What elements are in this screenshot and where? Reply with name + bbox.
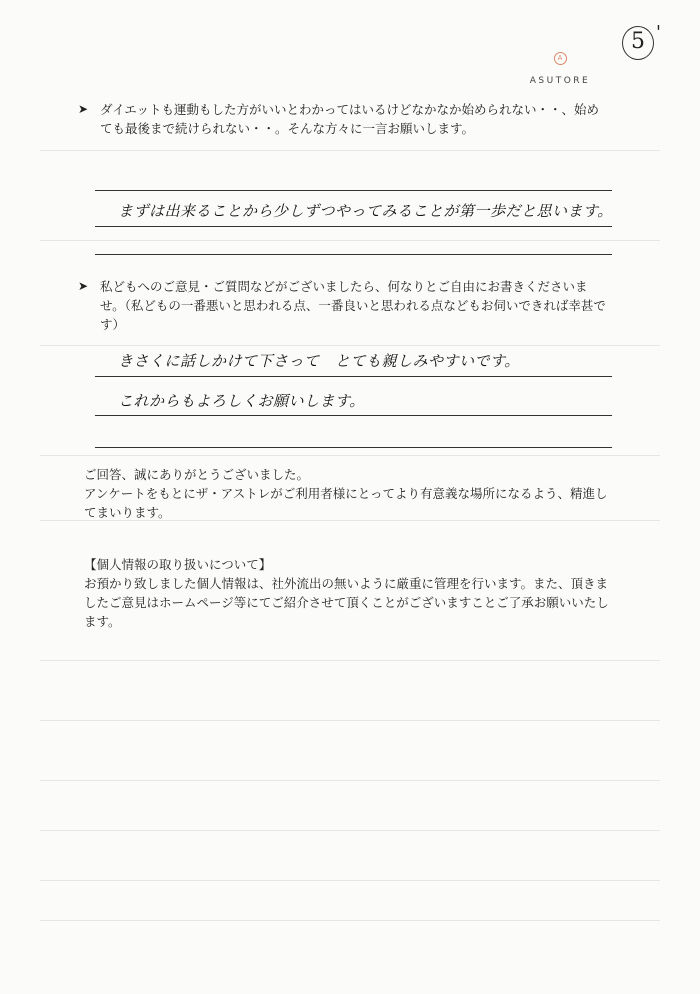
answer-line [95, 415, 612, 416]
bleed-through-line [40, 880, 660, 881]
bleed-through-line [40, 150, 660, 151]
bleed-through-line [40, 920, 660, 921]
question-1-text: ダイエットも運動もした方がいいとわかってはいるけどなかなか始められない・・、始めても最後まで続けられない・・。そんな方々に一言お願いします。 [100, 102, 600, 136]
page-number-value: 5 [631, 29, 645, 54]
question-1-answer: まずは出来ることから少しずつやってみることが第一歩だと思います。 [118, 202, 613, 220]
page-number-mark: ' [656, 22, 661, 43]
thanks-message [84, 465, 614, 522]
thanks-line-2: アンケートをもとにザ・アストレがご利用者様にとってより有意義な場所になるよう、精進してまいります。 [84, 486, 608, 520]
arrow-icon: ➤ [78, 102, 89, 116]
bleed-through-line [40, 240, 660, 241]
handwritten-page-number [620, 22, 660, 62]
answer-line [95, 447, 612, 448]
bleed-through-line [40, 455, 660, 456]
question-2-text: 私どもへのご意見・ご質問などがございましたら、何なりとご自由にお書きくださいませ。（私どもの一番悪いと思われる点、一番良いと思われる点などもお伺いできれば幸甚です） [100, 279, 606, 332]
bleed-through-line [40, 780, 660, 781]
privacy-heading: 【個人情報の取り扱いについて】 [84, 557, 272, 572]
answer-line [95, 376, 612, 377]
brand-logo [520, 52, 600, 87]
question-2-answer-line-2: これからもよろしくお願いします。 [118, 392, 365, 410]
question-2-answer-line-1: きさくに話しかけて下さって とても親しみやすいです。 [118, 352, 520, 370]
bleed-through-line [40, 345, 660, 346]
privacy-notice [84, 555, 614, 631]
bleed-through-line [40, 830, 660, 831]
question-2 [78, 277, 610, 334]
bleed-through-line [40, 720, 660, 721]
arrow-icon: ➤ [78, 279, 89, 293]
privacy-body: お預かり致しました個人情報は、社外流出の無いように厳重に管理を行います。また、頂きましたご意見はホームページ等にてご紹介させて頂くことがございますことご了承お願いいたします。 [84, 576, 609, 629]
thanks-line-1: ご回答、誠にありがとうございました。 [84, 467, 310, 482]
answer-line [95, 254, 612, 255]
bleed-through-line [40, 660, 660, 661]
question-1 [78, 100, 610, 138]
answer-line [95, 190, 612, 191]
logo-mark: A [554, 52, 567, 65]
logo-wordmark: ASUTORE [529, 76, 591, 86]
answer-line [95, 226, 612, 227]
